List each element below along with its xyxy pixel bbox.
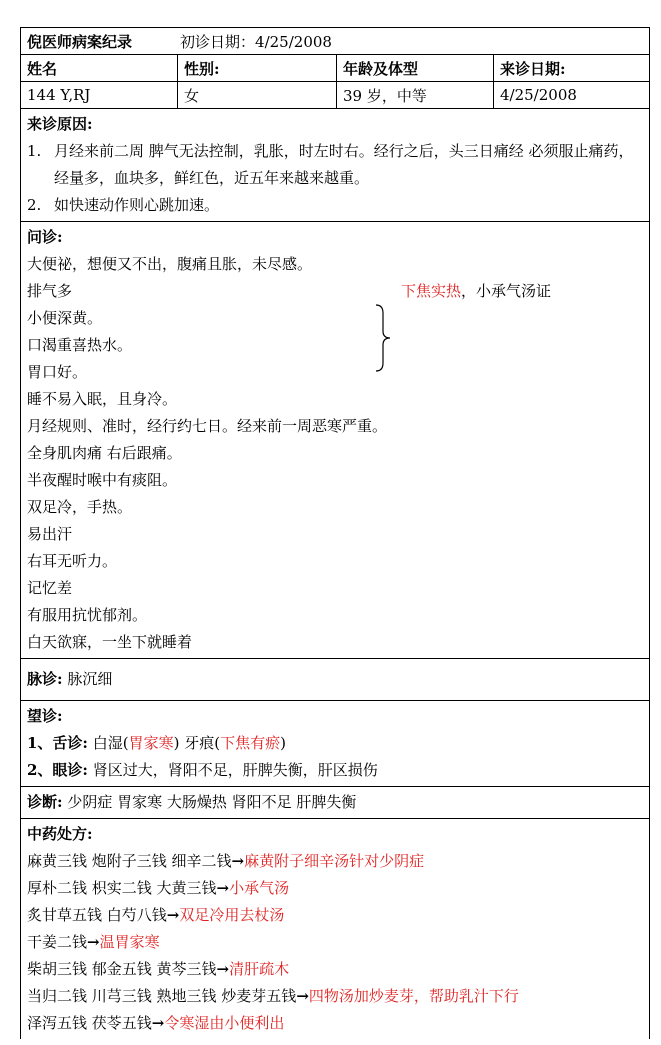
info-value-row — [21, 82, 649, 109]
tongue-text: ) 牙痕( — [173, 734, 221, 752]
tongue-line — [27, 730, 643, 757]
prescription-note: 四物汤加炒麦芽，帮助乳汁下行 — [308, 987, 519, 1005]
herbs: 当归二钱 川芎三钱 熟地三钱 炒麦芽五钱 — [27, 987, 297, 1005]
symptom-line: 半夜醒时喉中有痰阻。 — [27, 471, 178, 489]
prescription-line — [27, 1010, 643, 1037]
reason-item — [27, 138, 643, 192]
annotation-black: ，小承气汤证 — [461, 282, 552, 300]
tongue-finding: 下焦有瘀 — [220, 734, 281, 752]
arrow-icon: → — [231, 852, 245, 870]
wangzhen-title: 望诊: — [27, 707, 63, 725]
visit-date-value: 4/25/2008 — [500, 86, 577, 104]
age-header: 年龄及体型 — [337, 55, 494, 81]
reason-num: 2. — [27, 196, 42, 214]
brace-icon — [373, 303, 393, 373]
tongue-label: 1、舌诊: — [27, 734, 88, 752]
diagnosis-text: 少阴症 胃家寒 大肠燥热 肾阳不足 肝脾失衡 — [67, 793, 357, 811]
prescription-line — [27, 956, 643, 983]
tongue-finding: 胃家寒 — [128, 734, 174, 752]
tongue-text: ) — [280, 734, 286, 752]
sex-header: 性别: — [178, 55, 337, 81]
diagnosis-section — [21, 787, 649, 819]
record-header — [21, 28, 649, 55]
symptom-line: 双足冷，手热。 — [27, 498, 133, 516]
prescription-line — [27, 902, 643, 929]
arrow-icon: → — [166, 906, 180, 924]
reason-text: 如快速动作则心跳加速。 — [54, 196, 220, 214]
age-value: 39 岁，中等 — [337, 82, 494, 108]
prescription-title: 中药处方: — [27, 825, 93, 843]
prescription-line — [27, 875, 643, 902]
prescription-line — [27, 983, 643, 1010]
sex-value: 女 — [178, 82, 337, 108]
wangzhen-section — [21, 701, 649, 787]
first-visit-label: 初诊日期： — [180, 32, 256, 51]
herbs: 泽泻五钱 茯苓五钱 — [27, 1014, 152, 1032]
prescription-note: 麻黄附子细辛汤针对少阴症 — [244, 852, 425, 870]
prescription-note: 清肝疏木 — [229, 960, 290, 978]
arrow-icon: → — [216, 960, 230, 978]
prescription-note: 双足冷用去杖汤 — [179, 906, 285, 924]
reason-text: 月经来前二周 脾气无法控制，乳胀，时左时右。经行之后，头三日痛经 必须服止痛药，经量多，血块多，鲜红色，近五年来越来越重。 — [54, 142, 634, 187]
reason-item — [27, 192, 643, 219]
maizhen-text: 脉沉细 — [67, 670, 113, 688]
medical-record — [20, 27, 650, 1039]
name-value: 144 Y,RJ — [21, 82, 178, 108]
prescription-note: 令寒湿由小便利出 — [164, 1014, 285, 1032]
tongue-text: 白湿( — [92, 734, 129, 752]
eye-text: 肾区过大，肾阳不足，肝脾失衡，肝区损伤 — [92, 761, 378, 779]
symptom-line: 全身肌肉痛 右后跟痛。 — [27, 444, 182, 462]
maizhen-title: 脉诊: — [27, 670, 63, 688]
wenzhen-annotation — [401, 278, 551, 305]
reason-title: 来诊原因: — [27, 115, 93, 133]
info-header-row — [21, 55, 649, 82]
arrow-icon: → — [87, 933, 100, 951]
prescription-line — [27, 929, 643, 956]
wenzhen-section — [21, 222, 649, 659]
herbs: 麻黄三钱 炮附子三钱 细辛二钱 — [27, 852, 232, 870]
symptom-line: 月经规则、准时，经行约七日。经来前一周恶寒严重。 — [27, 417, 388, 435]
arrow-icon: → — [296, 987, 309, 1005]
prescription-section — [21, 819, 649, 1039]
prescription-note: 温胃家寒 — [99, 933, 160, 951]
name-header: 姓名 — [21, 55, 178, 81]
eye-line — [27, 757, 643, 784]
prescription-line — [27, 848, 643, 875]
annotation-red: 下焦实热 — [401, 282, 462, 300]
symptom-line: 白天欲寐，一坐下就睡着 — [27, 633, 193, 651]
symptom-line: 易出汗 — [27, 525, 73, 543]
wenzhen-title: 问诊: — [27, 228, 63, 246]
prescription-note: 小承气汤 — [229, 879, 290, 897]
herbs: 干姜二钱 — [27, 933, 88, 951]
reason-num: 1. — [27, 142, 42, 160]
symptom-line: 大便祕，想便又不出，腹痛且胀，未尽感。 — [27, 255, 313, 273]
symptom-line: 排气多 — [27, 282, 73, 300]
first-visit — [180, 31, 332, 52]
herbs: 厚朴二钱 枳实二钱 大黄三钱 — [27, 879, 217, 897]
visit-date-header: 来诊日期: — [500, 59, 566, 78]
symptom-line: 记忆差 — [27, 579, 73, 597]
first-visit-date: 4/25/2008 — [255, 32, 332, 51]
eye-label: 2、眼诊: — [27, 761, 88, 779]
arrow-icon: → — [216, 879, 230, 897]
reason-section — [21, 109, 649, 222]
symptom-line: 睡不易入眠，且身冷。 — [27, 390, 178, 408]
herbs: 柴胡三钱 郁金五钱 黄芩三钱 — [27, 960, 217, 978]
arrow-icon: → — [151, 1014, 165, 1032]
symptom-line: 口渴重喜热水。 — [27, 336, 133, 354]
diagnosis-title: 诊断: — [27, 793, 63, 811]
herbs: 炙甘草五钱 白芍八钱 — [27, 906, 167, 924]
reason-list — [27, 138, 643, 219]
record-title: 倪医师病案纪录 — [27, 32, 133, 51]
symptom-line: 右耳无听力。 — [27, 552, 118, 570]
symptom-line: 小便深黄。 — [27, 309, 103, 327]
maizhen-section — [21, 659, 649, 701]
symptom-line: 有服用抗忧郁剂。 — [27, 606, 148, 624]
symptom-line: 胃口好。 — [27, 363, 88, 381]
